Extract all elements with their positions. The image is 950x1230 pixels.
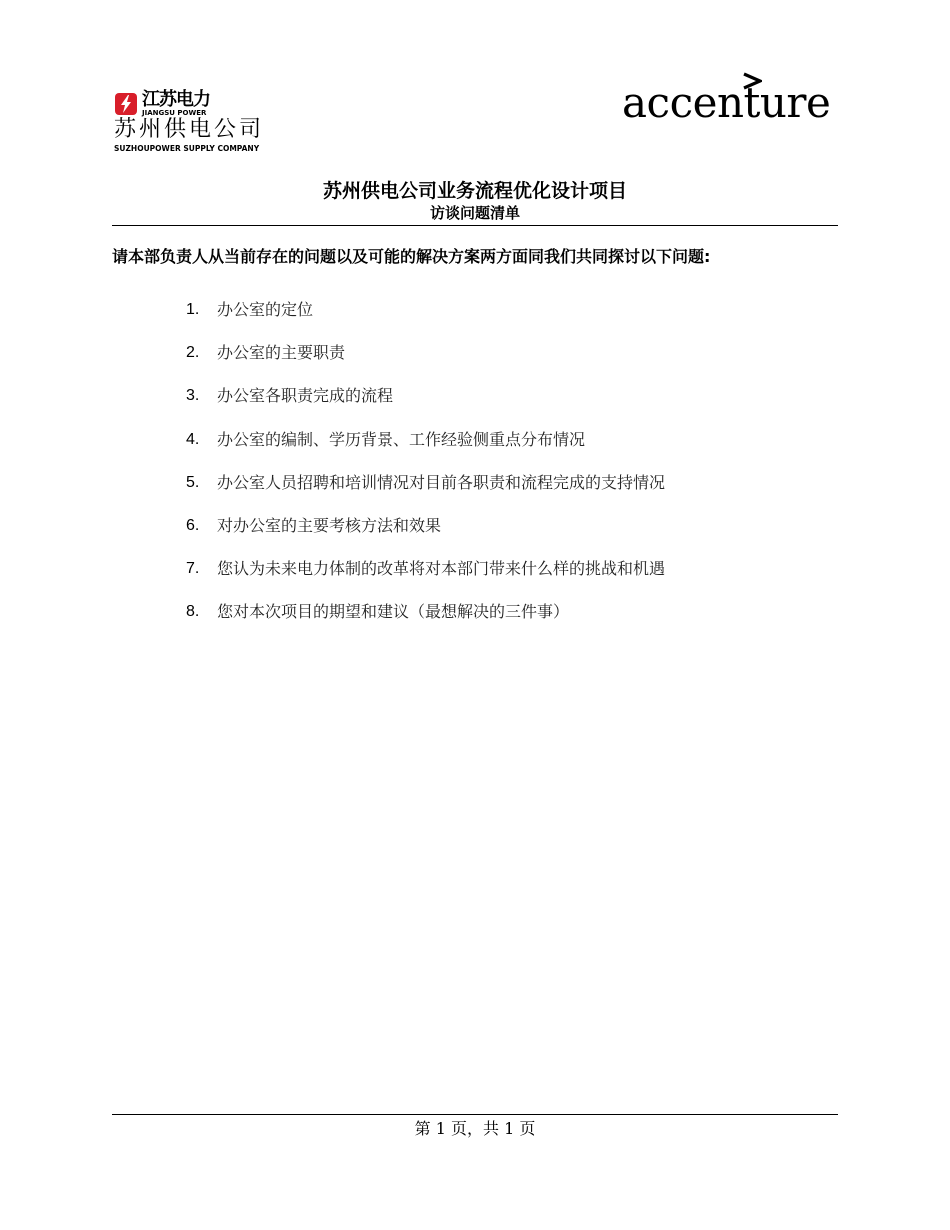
accenture-logo [622,72,836,128]
question-text: 办公室的定位 [217,300,314,319]
question-text: 您认为未来电力体制的改革将对本部门带来什么样的挑战和机遇 [217,559,666,579]
lightning-bolt-icon [114,92,138,116]
question-number: 5. [186,473,200,491]
list-item [186,428,826,471]
suzhou-power-logo [114,89,284,154]
question-number: 1. [186,301,200,318]
list-item [186,341,826,384]
question-number: 6. [186,516,200,534]
question-text: 办公室人员招聘和培训情况对目前各职责和流程完成的支持情况 [217,472,666,492]
document-title: 苏州供电公司业务流程优化设计项目 [322,180,627,202]
list-item [186,471,826,514]
list-item [186,600,826,643]
list-item [186,514,826,557]
question-list [186,298,826,644]
question-number: 8. [186,603,200,621]
question-number: 2. [186,344,200,362]
document-subtitle: 访谈问题清单 [429,204,520,222]
list-item [186,557,826,600]
question-number: 7. [186,560,200,578]
question-text: 您对本次项目的期望和建议（最想解决的三件事） [217,602,570,622]
suzhou-power-en: SUZHOUPOWER SUPPLY COMPANY [114,144,260,153]
question-text: 对办公室的主要考核方法和效果 [217,515,442,535]
jiangsu-power-cn: 江苏电力 [142,89,210,110]
question-number: 4. [186,430,200,448]
jiangsu-power-mark [114,92,138,116]
instruction-text: 请本部负责人从当前存在的问题以及可能的解决方案两方面同我们共同探讨以下问题: [112,247,711,266]
footer-divider [112,1114,838,1115]
list-item [186,298,826,341]
question-text: 办公室各职责完成的流程 [217,386,394,406]
document-header [112,178,838,222]
question-text: 办公室的编制、学历背景、工作经验侧重点分布情况 [217,429,586,449]
question-number: 3. [186,387,200,405]
accenture-wordmark: accenture [622,78,831,127]
header-divider [112,225,838,226]
suzhou-power-cn: 苏州供电公司 [114,117,265,142]
list-item [186,384,826,427]
jiangsu-power-en: JIANGSU POWER [142,109,207,117]
question-text: 办公室的主要职责 [217,343,346,363]
page-number: 第 1 页，共 1 页 [414,1119,536,1138]
